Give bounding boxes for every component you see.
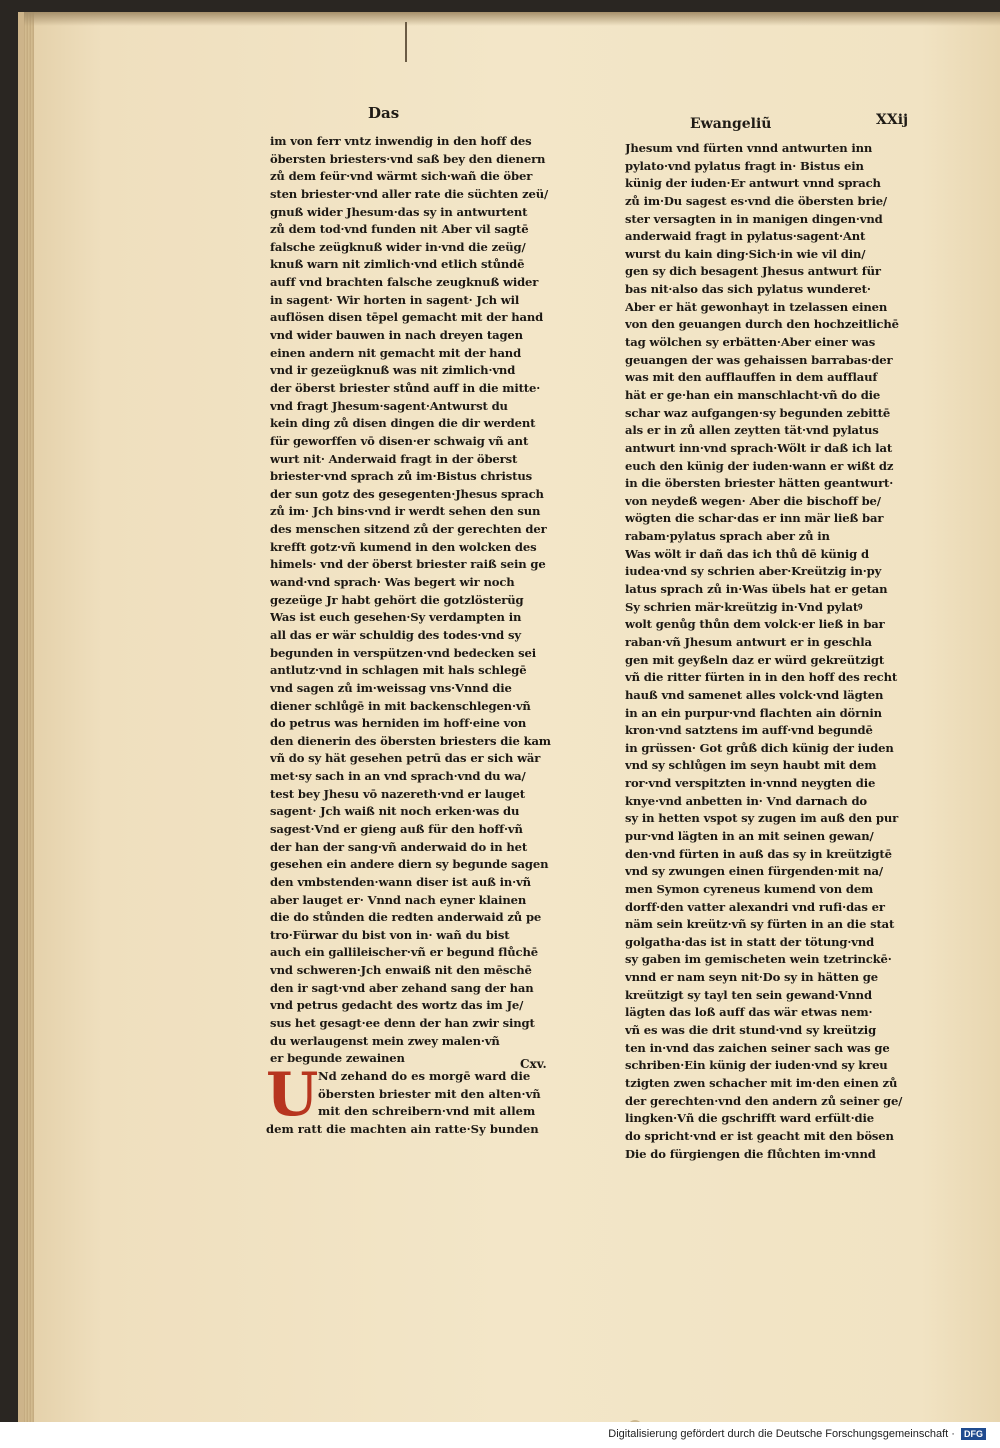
- binding-thread: [405, 22, 407, 62]
- text-line: sagent· Jch waiß nit noch erken·was du: [270, 804, 520, 819]
- running-head-left: Das: [368, 104, 400, 122]
- text-line: vnd sy zwungen einen fürgenden·mit na/: [625, 864, 883, 879]
- text-line: rabam·pylatus sprach aber zů in: [625, 529, 830, 544]
- text-line: tzigten zwen schacher mit im·den einen zů: [625, 1075, 898, 1090]
- text-line: den·vnd fürten in auß das sy in kreützigtē: [625, 846, 892, 861]
- text-line: vnd schweren·Jch enwaiß nit den mēschē: [270, 963, 532, 978]
- text-line: anderwaid fragt in pylatus·sagent·Ant: [625, 229, 866, 244]
- chapter-number: Cxv.: [520, 1057, 547, 1071]
- text-line: antwurt inn·vnd sprach·Wölt ir daß ich lat: [625, 440, 893, 455]
- text-line: sy in hetten vspot sy zugen im auß den pur: [625, 811, 899, 826]
- page-edges: [24, 12, 34, 1422]
- text-line: für geworffen vō disen·er schwaig vñ ant: [270, 433, 529, 448]
- text-line: wand·vnd sprach· Was begert wir noch: [270, 575, 515, 590]
- text-line: der gerechten·vnd den andern zů seiner ge/: [625, 1093, 903, 1108]
- text-line: Sy schrien mär·kreützig in·Vnd pylatꝰ: [625, 599, 863, 614]
- text-line: zů im·Du sagest es·vnd die öbersten brie/: [625, 193, 888, 208]
- text-line: vñ do sy hät gesehen petrū das er sich wär: [270, 751, 541, 766]
- text-line: kreützigt sy tayl ten sein gewand·Vnnd: [625, 987, 872, 1002]
- text-line: falsche zeügknuß wider in·vnd die zeüg/: [270, 239, 526, 254]
- text-line: krefft gotz·vñ kumend in den wolcken des: [270, 539, 537, 554]
- dfg-logo[interactable]: DFG: [961, 1428, 986, 1440]
- text-line: tro·Fürwar du bist von in· wañ du bist: [270, 927, 510, 942]
- text-line: antlutz·vnd in schlagen mit hals schlegē: [270, 663, 527, 678]
- text-line: den vmbstenden·wann diser ist auß in·vñ: [270, 874, 531, 889]
- left-text-column: [270, 133, 575, 1068]
- text-line: gesehen ein andere diern sy begunde sagen: [270, 857, 549, 872]
- text-line: in sagent· Wir horten in sagent· Jch wil: [270, 292, 520, 307]
- text-line: pylato·vnd pylatus fragt in· Bistus ein: [625, 158, 864, 173]
- text-line: kron·vnd satztens im auff·vnd begundē: [625, 723, 873, 738]
- text-line: iudea·vnd sy schrien aber·Kreützig in·py: [625, 564, 882, 579]
- text-line: vnd sagen zů im·weissag vns·Vnnd die: [270, 680, 512, 695]
- text-line: öbersten briester mit den alten·vñ: [318, 1086, 541, 1101]
- text-line: sten briester·vnd aller rate die süchten zeü/: [270, 186, 549, 201]
- text-line: euch den künig der iuden·wann er wißt dz: [625, 458, 894, 473]
- text-line: sagest·Vnd er gieng auß für den hoff·vñ: [270, 821, 523, 836]
- text-line: tag wölchen sy erbätten·Aber einer was: [625, 335, 876, 350]
- text-line: knuß warn nit zimlich·vnd etlich stůndē: [270, 257, 525, 272]
- text-line: gen mit geyßeln daz er würd gekreützigt: [625, 652, 885, 667]
- text-line: Was ist euch gesehen·Sy verdampten in: [270, 610, 522, 625]
- text-line: wögten die schar·das er inn mär ließ bar: [625, 511, 884, 526]
- text-line: schar waz aufgangen·sy begunden zebittē: [625, 405, 891, 420]
- text-line: briester·vnd sprach zů im·Bistus christus: [270, 469, 533, 484]
- running-head-center: Ewangeliũ: [690, 116, 772, 132]
- text-line: auch ein gallileischer·vñ er begund flůchē: [270, 945, 538, 960]
- text-line: er begunde zewainen: [270, 1051, 405, 1066]
- text-line: von neydeß wegen· Aber die bischoff be/: [625, 493, 881, 508]
- text-line: sus het gesagt·ee denn der han zwir singt: [270, 1016, 535, 1031]
- text-line: der öberst briester stůnd auff in die mitte·: [270, 380, 541, 395]
- digitization-credit: [608, 1428, 986, 1440]
- text-line: wurt nit· Anderwaid fragt in der öberst: [270, 451, 518, 466]
- text-line: vñ es was die drit stund·vnd sy kreützig: [625, 1023, 877, 1038]
- text-line: Was wölt ir dañ das ich thů dē künig d: [625, 546, 869, 561]
- text-line: der han der sang·vñ anderwaid do in het: [270, 839, 528, 854]
- folio-number: XXij: [876, 112, 909, 128]
- text-line: aber lauget er· Vnnd nach eyner klainen: [270, 892, 527, 907]
- text-line: auflösen disen tēpel gemacht mit der hand: [270, 310, 544, 325]
- text-line: hauß vnd samenet alles volck·vnd lägten: [625, 687, 884, 702]
- text-line: ror·vnd verspitzten in·vnnd neygten die: [625, 776, 876, 791]
- text-line: auff vnd brachten falsche zeugknuß wider: [270, 275, 539, 290]
- text-line: Die do fürgiengen die flůchten im·vnnd: [625, 1146, 876, 1161]
- text-line: geuangen der was gehaissen barrabas·der: [625, 352, 893, 367]
- text-line: vñ die ritter fürten in in den hoff des recht: [625, 670, 898, 685]
- text-line: met·sy sach in an vnd sprach·vnd du wa/: [270, 769, 526, 784]
- text-line: einen andern nit gemacht mit der hand: [270, 345, 522, 360]
- text-line: vnd petrus gedacht des wortz das im Je/: [270, 998, 524, 1013]
- rubricated-initial: U: [266, 1060, 319, 1130]
- text-line: Aber er hät gewonhayt in tzelassen einen: [625, 299, 888, 314]
- text-line: golgatha·das ist in statt der tötung·vnd: [625, 934, 875, 949]
- text-line: begunden in verspützen·vnd bedecken sei: [270, 645, 536, 660]
- text-line: himels· vnd der öberst briester raiß sein ge: [270, 557, 546, 572]
- text-line: zů im· Jch bins·vnd ir werdt sehen den sun: [270, 504, 541, 519]
- text-line: im von ferr vntz inwendig in den hoff des: [270, 134, 532, 148]
- text-line: gnuß wider Jhesum·das sy in antwurtent: [270, 204, 528, 219]
- text-line: test bey Jhesu vō nazereth·vnd er lauget: [270, 786, 525, 801]
- text-line: künig der iuden·Er antwurt vnnd sprach: [625, 176, 881, 191]
- text-line: Nd zehand do es morgē ward die: [318, 1069, 531, 1083]
- text-line: des menschen sitzend zů der gerechten der: [270, 522, 547, 537]
- text-line: zů dem feür·vnd wärmt sich·wañ die öber: [270, 169, 533, 184]
- text-line: was mit den aufflauffen in dem aufflauf: [625, 370, 878, 385]
- text-line: zů dem tod·vnd funden nit Aber vil sagtē: [270, 222, 529, 237]
- text-line: gen sy dich besagent Jhesus antwurt für: [625, 264, 881, 279]
- initial-lines: [318, 1068, 541, 1121]
- initial-last-line: dem ratt die machten ain ratte·Sy bunden: [266, 1122, 539, 1136]
- text-line: der sun gotz des gesegenten·Jhesus sprach: [270, 486, 544, 501]
- text-line: von den geuangen durch den hochzeitlichē: [625, 317, 899, 332]
- text-line: vnnd er nam seyn nit·Do sy in hätten ge: [625, 970, 878, 985]
- text-line: vnd sy schlůgen im seyn haubt mit dem: [625, 758, 877, 773]
- text-line: in an ein purpur·vnd flachten ain dörnin: [625, 705, 882, 720]
- text-line: vnd wider bauwen in nach dreyen tagen: [270, 328, 523, 343]
- text-line: lägten das loß auff das wär etwas nem·: [625, 1005, 873, 1020]
- text-line: men Symon cyreneus kumend von dem: [625, 881, 874, 896]
- text-line: öbersten briesters·vnd saß bey den dienern: [270, 151, 546, 166]
- text-line: do petrus was herniden im hoff·eine von: [270, 716, 527, 731]
- text-line: pur·vnd lägten in an mit seinen gewan/: [625, 828, 874, 843]
- text-line: den ir sagt·vnd aber zehand sang der han: [270, 980, 534, 995]
- text-line: wurst du kain ding·Sich·in wie vil din/: [625, 246, 866, 261]
- text-line: als er in zů allen zeytten tät·vnd pylatus: [625, 423, 879, 438]
- text-line: Jhesum vnd fürten vnnd antwurten inn: [625, 141, 873, 155]
- text-line: latus sprach zů in·Was übels hat er getan: [625, 582, 888, 597]
- text-line: bas nit·also das sich pylatus wunderet·: [625, 282, 871, 297]
- text-line: vnd fragt Jhesum·sagent·Antwurst du: [270, 398, 508, 413]
- text-line: den dienerin des öbersten briesters die kam: [270, 733, 551, 748]
- text-line: lingken·Vñ die gschrifft ward erfült·die: [625, 1111, 874, 1126]
- text-line: näm sein kreütz·vñ sy fürten in an die stat: [625, 917, 895, 932]
- text-line: diener schlůgē in mit backenschlegen·vñ: [270, 698, 531, 713]
- text-line: wolt genůg thůn dem volck·er ließ in bar: [625, 617, 885, 632]
- text-line: ten in·vnd das zaichen seiner sach was ge: [625, 1040, 890, 1055]
- text-line: gezeüge Jr habt gehört die gotzlösterüg: [270, 592, 524, 607]
- text-line: do spricht·vnd er ist geacht mit den bösen: [625, 1128, 894, 1143]
- right-text-column: [625, 140, 915, 1163]
- text-line: ster versagten in in manigen dingen·vnd: [625, 211, 883, 226]
- text-line: raban·vñ Jhesum antwurt er in geschla: [625, 634, 872, 649]
- text-line: dorff·den vatter alexandri vnd rufi·das er: [625, 899, 885, 914]
- top-shadow: [24, 12, 1000, 26]
- text-line: die do stůnden die redten anderwaid zů pe: [270, 910, 542, 925]
- text-line: hät er ge·han ein manschlacht·vñ do die: [625, 387, 881, 402]
- text-line: in die öbersten briester hätten geantwurt·: [625, 476, 894, 491]
- text-line: kein ding zů disen dingen die dir werdent: [270, 416, 536, 431]
- text-line: vnd ir gezeügknuß was nit zimlich·vnd: [270, 363, 516, 378]
- text-line: sy gaben im gemischeten wein tzetrinckē·: [625, 952, 892, 967]
- text-line: knye·vnd anbetten in· Vnd darnach do: [625, 793, 868, 808]
- text-line: all das er wär schuldig des todes·vnd sy: [270, 627, 521, 642]
- credit-text: Digitalisierung gefördert durch die Deutsche Forschungsgemeinschaft ·: [608, 1428, 955, 1440]
- text-line: in grüssen· Got grůß dich künig der iuden: [625, 740, 894, 755]
- text-line: schriben·Ein künig der iuden·vnd sy kreu: [625, 1058, 888, 1073]
- text-line: mit den schreibern·vnd mit allem: [318, 1104, 536, 1119]
- text-line: du werlaugenst mein zwey malen·vñ: [270, 1033, 500, 1048]
